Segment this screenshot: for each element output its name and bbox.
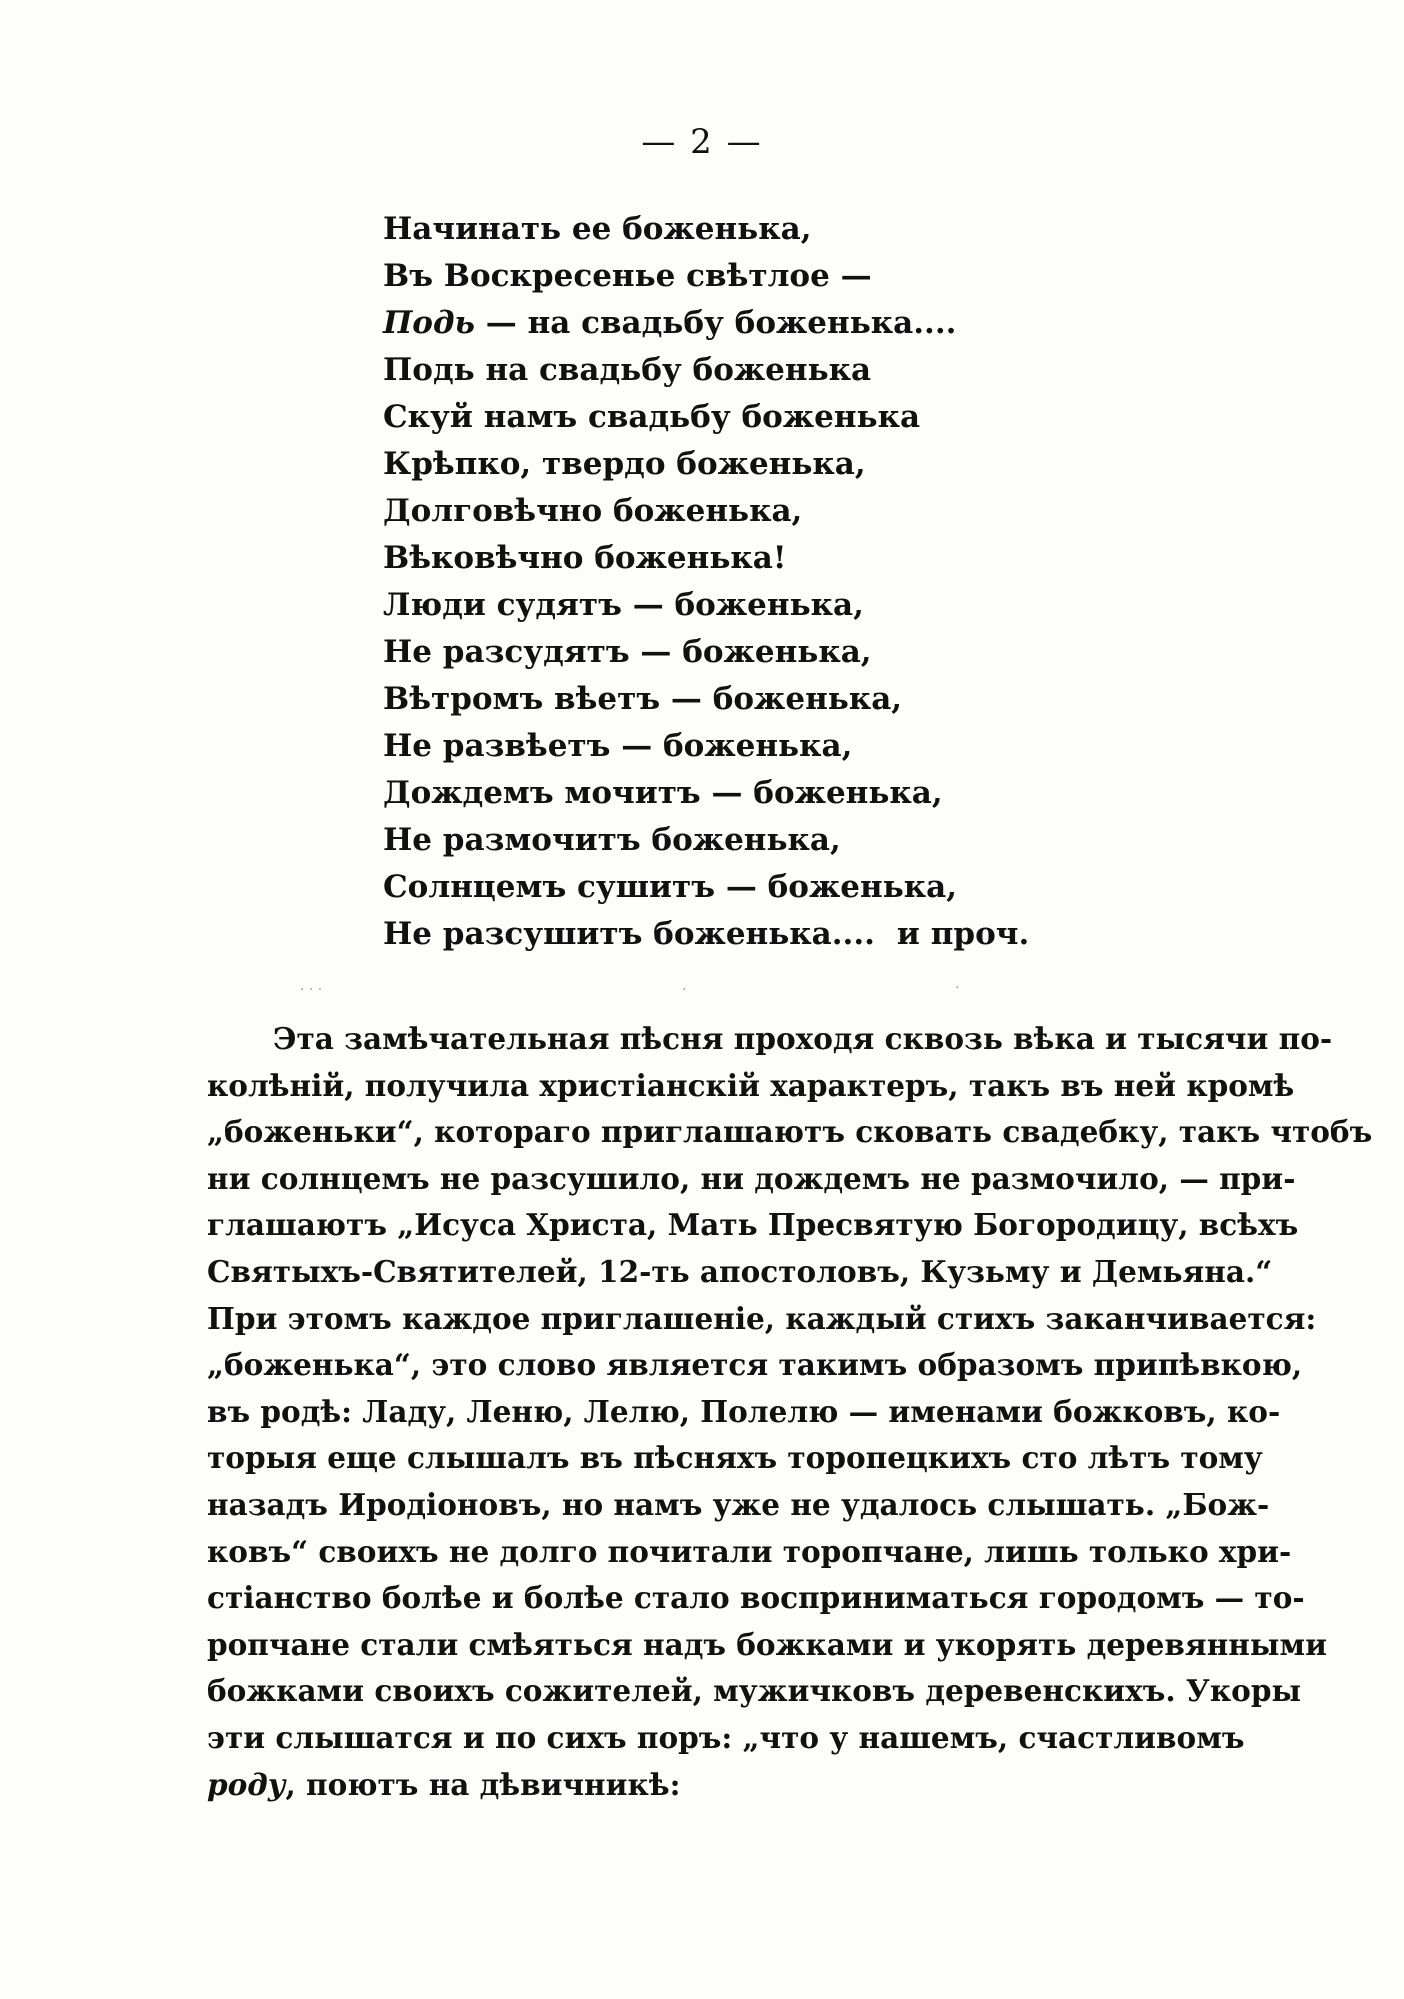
verse-line-text: Вѣтромъ вѣетъ — боженька, <box>383 681 903 717</box>
paragraph-line-text: , поютъ на дѣвичникѣ: <box>285 1766 681 1802</box>
verse-line <box>383 770 1083 817</box>
scan-speck: · <box>682 982 687 998</box>
paragraph-line: „боженька“, это слово является такимъ образомъ припѣвкою, <box>207 1347 1303 1383</box>
verse-line-text: Вѣковѣчно боженька! <box>383 540 787 576</box>
verse-line <box>383 535 1083 582</box>
paragraph-line: торыя еще слышалъ въ пѣсняхъ торопецкихъ сто лѣтъ тому <box>207 1440 1263 1476</box>
paragraph-line <box>207 1762 1179 1809</box>
paragraph-line: въ родѣ: Ладу, Леню, Лелю, Полелю — именами божковъ, ко- <box>207 1393 1281 1429</box>
verse-line <box>383 300 1083 347</box>
paragraph-line: божками своихъ сожителей, мужичковъ деревенскихъ. Укоры <box>207 1673 1302 1709</box>
verse-line <box>383 488 1083 535</box>
verse-line <box>383 441 1083 488</box>
verse-line-text: Долговѣчно боженька, <box>383 493 803 529</box>
verse-line <box>383 723 1083 770</box>
paragraph-line: глашаютъ „Исуса Христа, Мать Пресвятую Богородицу, всѣхъ <box>207 1207 1299 1243</box>
verse-etc-note: и проч. <box>896 916 1030 952</box>
verse-line-text: Дождемъ мочитъ — боженька, <box>383 775 943 811</box>
paragraph-line: ропчане стали смѣяться надъ божками и укорять деревянными <box>207 1626 1327 1662</box>
verse-line <box>383 629 1083 676</box>
verse-line <box>383 253 1083 300</box>
verse-line-text: Въ Воскресенье свѣтлое — <box>383 258 872 294</box>
verse-line <box>383 347 1083 394</box>
verse-line-text: Солнцемъ сушитъ — боженька, <box>383 869 957 905</box>
paragraph-line: Эта замѣчательная пѣсня проходя сквозь вѣка и тысячи по- <box>273 1021 1333 1056</box>
song-verse <box>383 206 1083 958</box>
paragraph-line: При этомъ каждое приглашеніе, каждый стихъ заканчивается: <box>207 1300 1317 1336</box>
verse-line-text: Не размочитъ боженька, <box>383 822 841 858</box>
commentary-paragraph <box>207 1016 1373 1808</box>
paragraph-italic-word: роду <box>207 1766 286 1802</box>
verse-line-text: Не развѣетъ — боженька, <box>383 728 853 764</box>
verse-line <box>383 864 1083 911</box>
paragraph-line: „боженьки“, котораго приглашаютъ сковать свадебку, такъ чтобъ <box>207 1114 1373 1150</box>
verse-line-text: Начинать ее боженька, <box>383 211 812 247</box>
verse-line-text: Не разсушитъ боженька.... <box>383 916 875 952</box>
scan-speck: · <box>955 980 960 996</box>
page-number: — 2 — <box>641 122 763 162</box>
verse-line-text: Подь на свадьбу боженька <box>383 352 872 388</box>
verse-line <box>383 206 1083 253</box>
verse-line-italic-word: Подь <box>383 305 475 341</box>
paragraph-line: ковъ“ своихъ не долго почитали торопчане, лишь только хри- <box>207 1533 1292 1569</box>
verse-line <box>383 817 1083 864</box>
verse-line-text: Крѣпко, твердо боженька, <box>383 446 866 482</box>
paragraph-line: стіанство болѣе и болѣе стало восприниматься городомъ — то- <box>207 1580 1305 1616</box>
paragraph-line: колѣній, получила христіанскій характеръ, такъ въ ней кромѣ <box>207 1067 1295 1103</box>
paragraph-line: эти слышатся и по сихъ поръ: „что у нашемъ, счастливомъ <box>207 1719 1245 1755</box>
paragraph-line: Святыхъ-Святителей, 12-ть апостоловъ, Кузьму и Демьяна.“ <box>207 1253 1273 1289</box>
paragraph-line: ни солнцемъ не разсушило, ни дождемъ не размочило, — при- <box>207 1160 1296 1196</box>
verse-line-text: Скуй намъ свадьбу боженька <box>383 399 921 435</box>
verse-line-text: Не разсудятъ — боженька, <box>383 634 872 670</box>
verse-line <box>383 676 1083 723</box>
verse-line <box>383 582 1083 629</box>
paragraph-line: назадъ Иродіоновъ, но намъ уже не удалось слышать. „Бож- <box>207 1486 1270 1522</box>
scan-speck: · · · <box>300 982 323 998</box>
verse-line <box>383 911 1083 958</box>
verse-line <box>383 394 1083 441</box>
verse-line-text: Люди судятъ — боженька, <box>383 587 864 623</box>
verse-line-text: — на свадьбу боженька.... <box>474 305 957 341</box>
